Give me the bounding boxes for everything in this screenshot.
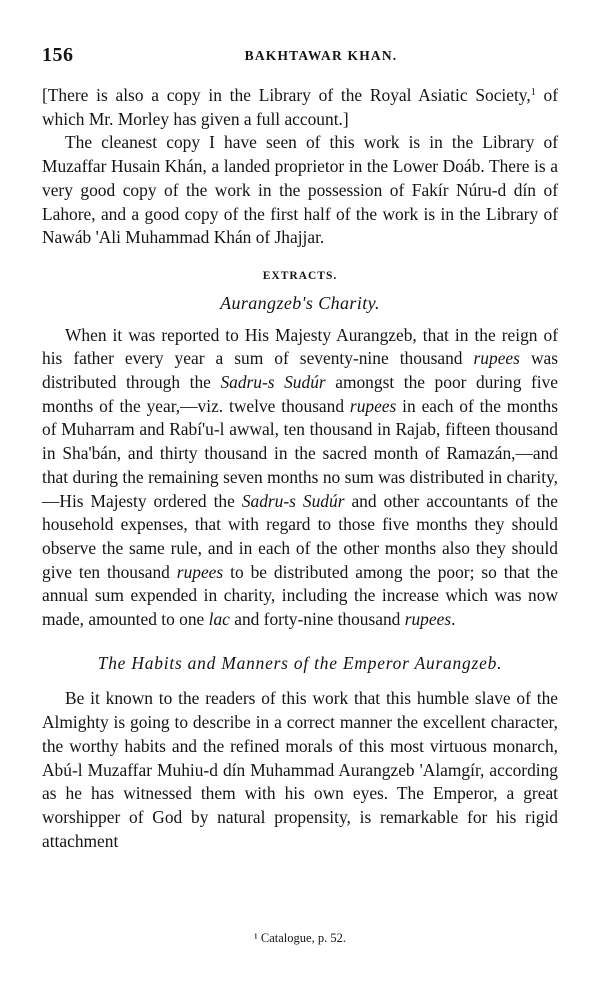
section-title-habits: The Habits and Manners of the Emperor Aurangzeb. [97,652,503,673]
intro-p1-text-a: [There is also a copy in the Library of the Royal Asiatic Society, [42,85,531,105]
italic-run: Sadru-s Sudúr [220,372,326,393]
footnote-marker: 1 [530,87,536,98]
italic-run: rupees [404,609,452,630]
text-run: and forty-nine thousand [229,609,405,630]
running-head: BAKHTAWAR KHAN. [244,48,398,63]
text-run: in each of the months of Muharram and Rabí'u-l awwal, ten thousand in Rajab, fifteen thousand in Sha'bán, and thirty thousand in the sacred month of Ramazán,—and that during the remaining seven months no sum was distributed in charity,—His Majesty ordered the [42,395,559,511]
text-run: When it was reported to His Majesty Aurangzeb, that in the reign of his father every year a sum of seventy-nine thousand [42,324,558,369]
intro-p1-text-b: of which Mr. Morley has given a full account.] [42,85,558,129]
italic-run: rupees [349,395,397,416]
italic-run: lac [208,609,230,630]
italic-run: Sadru-s Sudúr [241,490,345,511]
habits-paragraph: Be it known to the readers of this work that this humble slave of the Almighty is going to describe in a correct manner the excellent character, the worthy habits and the refined morals of this most virtuous monarch, Abú-l Muzaffar Muhiu-d dín Muhammad Aurangzeb 'Alamgír, according as he has witnessed them with his own eyes. The Emperor, a great worshipper of God by natural propensity, is remarkable for his rigid attachment [42,688,558,851]
text-run: to be distributed among the poor; so that the annual sum expended in charity, including the increase which was now made, amounted to one [42,561,558,630]
footnote: ¹ Catalogue, p. 52. [254,931,346,945]
text-run: . [451,609,456,630]
page-number: 156 [42,44,74,66]
italic-run: rupees [176,561,224,582]
italic-run: rupees [473,348,520,369]
section-title-charity: Aurangzeb's Charity. [220,292,380,313]
text-run: amongst the poor during five months of the year,—viz. twelve thousand [42,372,558,416]
text-run: was distributed through the [42,348,558,393]
page-header [42,44,560,70]
intro-paragraph-2: The cleanest copy I have seen of this work is in the Library of Muzaffar Husain Khán, a landed proprietor in the Lower Doáb. There is a very good copy of the work in the possession of Fakír Núru-d dín of Lahore, and a good copy of the first half of the work is in the Library of Nawáb 'Ali Muhammad Khán of Jhajjar. [42,132,558,248]
page-body [42,84,558,853]
intro-paragraph-1 [42,84,558,131]
extracts-heading: EXTRACTS. [262,269,338,282]
charity-paragraph [42,324,558,632]
text-run: and other accountants of the household expenses, that with regard to those five months they should observe the same rule, and in each of the other months also they should give ten thousand [42,490,558,582]
